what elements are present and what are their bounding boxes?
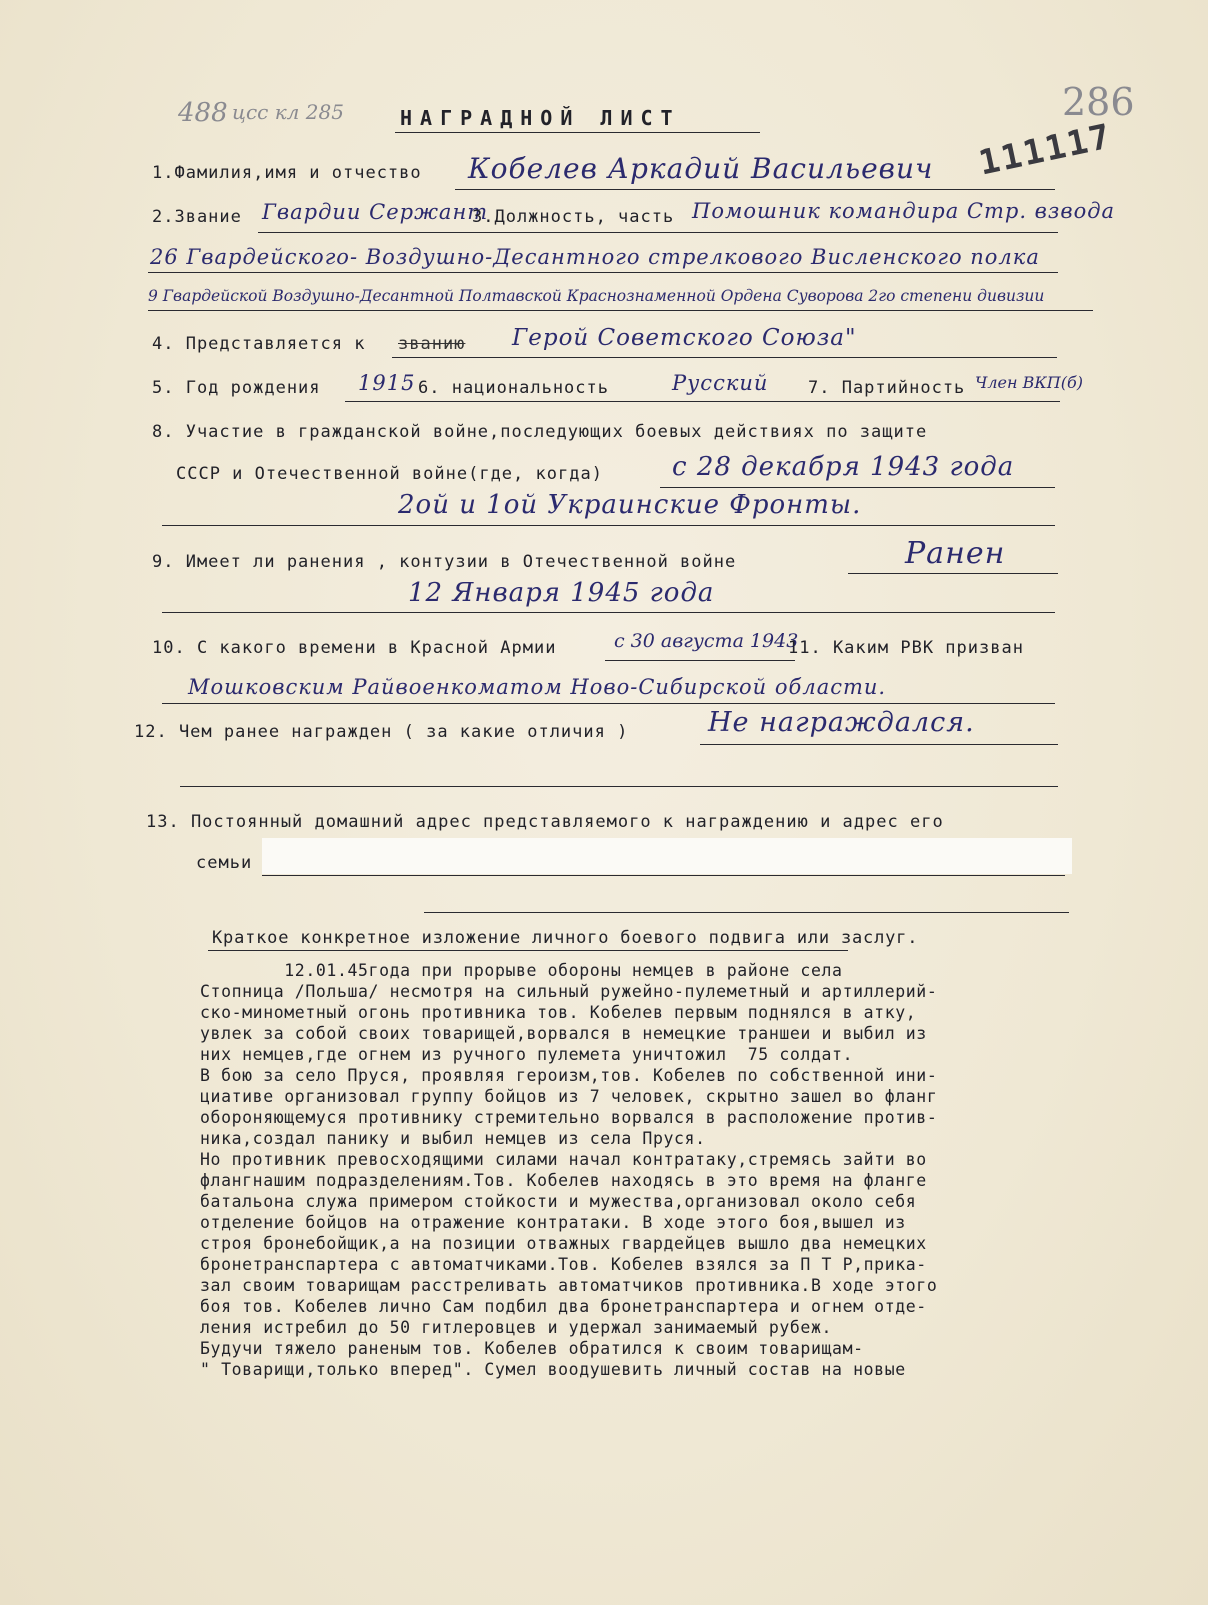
field-13-line2: [424, 912, 1069, 913]
field-11-label: 11. Каким РВК призван: [788, 638, 1024, 658]
field-4-value: Герой Советского Союза": [512, 325, 857, 351]
field-8-label-line2: СССР и Отечественной войне(где, когда): [176, 464, 603, 484]
field-9-line1: [848, 573, 1058, 574]
summary-line: строя бронебойщик,а на позиции отважных гвардейцев вышло два немецких: [200, 1234, 927, 1253]
field-1-line: [455, 189, 1055, 190]
field-3-line2: [148, 272, 1058, 273]
field-4-label: 4. Представляется к: [152, 334, 366, 354]
summary-line: увлек за собой своих товарищей,ворвался в немецкие траншеи и выбил из: [200, 1024, 927, 1043]
field-7-label: 7. Партийность: [808, 378, 966, 398]
field-6-label: 6. национальность: [418, 378, 609, 398]
field-2-label: 2.Звание: [152, 207, 242, 227]
summary-line: ления истребил до 50 гитлеровцев и удержал занимаемый рубеж.: [200, 1318, 833, 1337]
summary-line: отделение бойцов на отражение контратаки. В ходе этого боя,вышел из: [200, 1213, 906, 1232]
field-5-7-line: [345, 401, 1060, 402]
summary-line: циативе организовал группу бойцов из 7 человек, скрытно зашел во фланг: [200, 1087, 938, 1106]
field-8-line2: [162, 525, 1055, 526]
summary-line: Будучи тяжело раненым тов. Кобелев обратился к своим товарищам-: [200, 1339, 864, 1358]
pencil-codes: цсс кл 285: [232, 100, 344, 124]
field-3-value: Помошник командира Стр. взвода: [692, 199, 1116, 223]
field-9-value-line2: 12 Января 1945 года: [408, 578, 715, 608]
field-12-line1: [700, 744, 1058, 745]
field-12-value: Не награждался.: [708, 707, 975, 738]
field-12-label: 12. Чем ранее награжден ( за какие отличия ): [134, 722, 629, 742]
pencil-number: 488: [178, 98, 228, 128]
field-13-label-line2: семьи: [196, 853, 253, 873]
field-13-label-line1: 13. Постоянный домашний адрес представляемого к награждению и адрес его: [146, 812, 944, 832]
field-8-value-line1: с 28 декабря 1943 года: [672, 452, 1015, 482]
field-11-value: Мошковским Райвоенкоматом Ново-Сибирской области.: [188, 675, 887, 699]
field-9-label: 9. Имеет ли ранения , контузии в Отечественной войне: [152, 552, 737, 572]
field-9-line2: [162, 612, 1055, 613]
summary-line: " Товарищи,только вперед". Сумел воодушевить личный состав на новые: [200, 1360, 906, 1379]
field-3-value-line2: 26 Гвардейского- Воздушно-Десантного стрелкового Висленского полка: [150, 245, 1040, 269]
field-4-struck-word: званию: [398, 334, 466, 354]
summary-line: ника,создал панику и выбил немцев из села Пруся.: [200, 1129, 706, 1148]
field-3-value-line3: 9 Гвардейской Воздушно-Десантной Полтавской Краснознаменной Ордена Суворова 2го степени дивизии: [148, 287, 1045, 305]
field-2-value: Гвардии Сержант: [262, 200, 489, 224]
summary-body-text: [200, 960, 1100, 1380]
summary-heading-underline: [208, 950, 848, 951]
field-2-3-line: [258, 232, 1058, 233]
document-title: НАГРАДНОЙ ЛИСТ: [400, 106, 681, 130]
summary-line: ско-минометный огонь противника тов. Кобелев первым поднялся в атку,: [200, 1003, 917, 1022]
field-6-value: Русский: [672, 371, 769, 395]
field-3-line3: [148, 310, 1093, 311]
summary-line: боя тов. Кобелев лично Сам подбил два бронетранспартера и огнем отде-: [200, 1297, 927, 1316]
field-10-value: с 30 августа 1943: [614, 630, 799, 652]
field-9-value: Ранен: [905, 536, 1006, 571]
summary-line: них немцев,где огнем из ручного пулемета уничтожил 75 солдат.: [200, 1045, 854, 1064]
field-7-value: Член ВКП(б): [975, 373, 1083, 392]
field-8-value-line2: 2ой и 1ой Украинские Фронты.: [398, 490, 862, 520]
field-1-value: Кобелев Аркадий Васильевич: [468, 152, 934, 185]
summary-line: обороняющемуся противнику стремительно ворвался в расположение против-: [200, 1108, 938, 1127]
field-8-label-line1: 8. Участие в гражданской войне,последующих боевых действиях по защите: [152, 422, 928, 442]
summary-line: 12.01.45года при прорыве обороны немцев в районе села: [200, 961, 843, 980]
field-10-line: [605, 660, 795, 661]
summary-line: В бою за село Пруся, проявляя героизм,тов. Кобелев по собственной ини-: [200, 1066, 938, 1085]
field-5-value: 1915: [358, 371, 416, 395]
field-12-line2: [180, 786, 1058, 787]
summary-line: бронетранспартера с автоматчиками.Тов. Кобелев взялся за П Т Р,прика-: [200, 1255, 927, 1274]
field-8-line1: [660, 487, 1055, 488]
page-number: 286: [1062, 80, 1135, 124]
field-1-label: 1.Фамилия,имя и отчество: [152, 163, 422, 183]
summary-line: Но противник превосходящими силами начал контратаку,стремясь зайти во: [200, 1150, 927, 1169]
summary-heading: Краткое конкретное изложение личного боевого подвига или заслуг.: [212, 928, 919, 948]
field-11-line: [162, 703, 1055, 704]
field-10-label: 10. С какого времени в Красной Армии: [152, 638, 557, 658]
redacted-address-area: [262, 838, 1072, 874]
archive-stamp-number: 111117: [975, 116, 1116, 184]
field-4-line: [392, 357, 1057, 358]
summary-line: батальона служа примером стойкости и мужества,организовал около себя: [200, 1192, 917, 1211]
summary-line: флангнашим подразделениям.Тов. Кобелев находясь в это время на фланге: [200, 1171, 927, 1190]
field-3-label: 3.Должность, часть: [472, 207, 675, 227]
field-5-label: 5. Год рождения: [152, 378, 321, 398]
title-underline: [395, 132, 760, 133]
summary-line: зал своим товарищам расстреливать автоматчиков противника.В ходе этого: [200, 1276, 938, 1295]
field-13-line1: [262, 875, 1065, 876]
summary-line: Стопница /Польша/ несмотря на сильный ружейно-пулеметный и артиллерий-: [200, 982, 938, 1001]
